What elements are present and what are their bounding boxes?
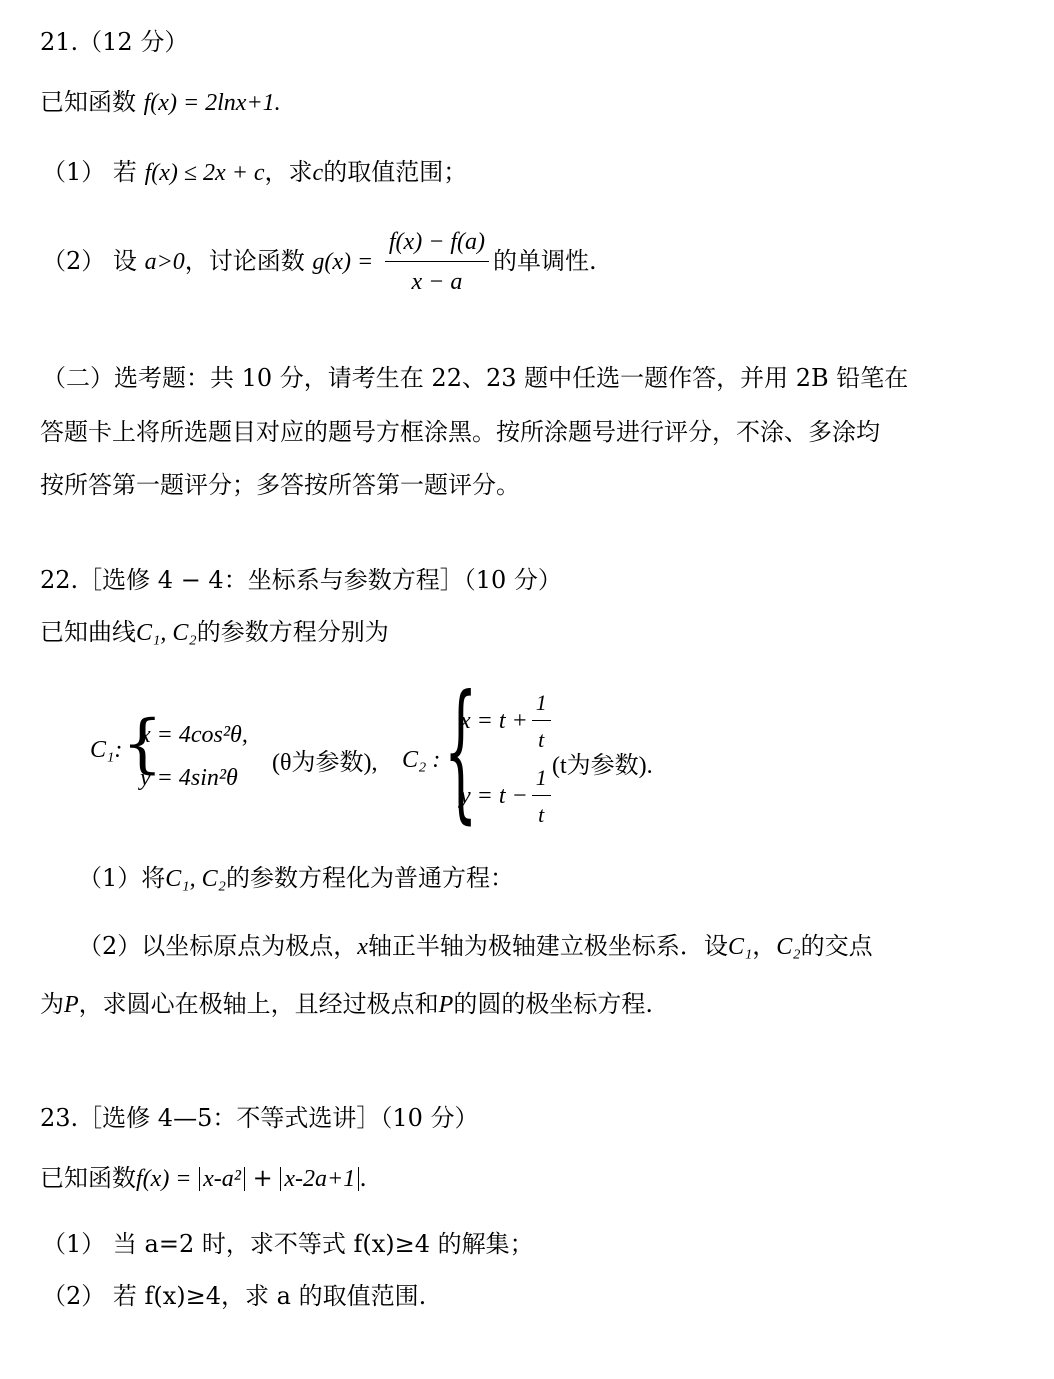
q21-part2 bbox=[42, 228, 597, 297]
q21-stem-text: 已知函数 bbox=[40, 88, 136, 116]
q23-abs1: x-a² bbox=[199, 1167, 245, 1191]
q21-p1-text-a: 若 bbox=[112, 158, 137, 186]
q21-p2-cond: a>0 bbox=[144, 248, 185, 275]
c2-eq1-fraction bbox=[532, 690, 551, 753]
c1-label bbox=[90, 735, 122, 764]
q21-p2-text-c: 的单调性. bbox=[493, 246, 597, 275]
q21-stem bbox=[40, 90, 281, 115]
q23-header: 23.［选修 4—5：不等式选讲］（10 分） bbox=[40, 1104, 479, 1132]
q22-p2-comma: ， bbox=[752, 932, 777, 960]
q22-part2-line1 bbox=[78, 934, 873, 959]
q22-p2-P2: P bbox=[438, 992, 454, 1018]
q21-p2-numerator: f(x) − f(a) bbox=[385, 228, 489, 262]
c2-eq1-text: x = t + bbox=[460, 708, 528, 734]
q21-header: 21.（12 分） bbox=[40, 28, 189, 56]
q22-p2-line2-c: 的圆的极坐标方程. bbox=[453, 990, 653, 1018]
c2-param bbox=[552, 745, 653, 780]
q22-header: 22.［选修 4 − 4：坐标系与参数方程］（10 分） bbox=[40, 566, 562, 594]
section2-line2: 答题卡上将所选题目对应的题号方框涂黑。按所涂题号进行评分，不涂、多涂均 bbox=[40, 418, 880, 446]
c2-eq1-num: 1 bbox=[532, 690, 551, 721]
c2-label-text: C₂ : bbox=[402, 747, 441, 773]
c2-eq2 bbox=[460, 765, 555, 828]
c2-eq2-fraction bbox=[532, 765, 551, 828]
q22-p2-x: x bbox=[357, 934, 368, 960]
c1-param-text: (θ为参数), bbox=[272, 750, 378, 776]
q21-p2-fraction bbox=[385, 228, 489, 297]
q22-part2-line2 bbox=[40, 992, 653, 1017]
q22-p2-text-d: 的交点 bbox=[800, 932, 873, 960]
q23-stem-text: 已知函数 bbox=[40, 1164, 136, 1192]
q21-stem-formula: f(x) = 2lnx+1. bbox=[143, 90, 281, 116]
c2-brace-icon: { bbox=[444, 664, 478, 838]
c2-label bbox=[402, 745, 440, 774]
q22-p2-line2-b: ，求圆心在极轴上，且经过极点和 bbox=[78, 990, 439, 1018]
q21-p2-label: （2） bbox=[42, 246, 106, 275]
q21-p1-text-c: 的取值范围； bbox=[323, 158, 468, 186]
c2-eq2-den: t bbox=[538, 802, 545, 827]
q22-stem-a: 已知曲线 bbox=[40, 618, 136, 646]
q23-part1: （1） 当 a=2 时，求不等式 f(x)≥4 的解集； bbox=[42, 1230, 534, 1258]
c2-eq2-text: y = t − bbox=[460, 783, 528, 809]
q21-p2-text-a: 设 bbox=[112, 246, 137, 275]
q22-p2-c2: C₂ bbox=[776, 934, 801, 960]
q22-p1-text: （1）将 bbox=[78, 864, 166, 892]
c1-label-text: C₁: bbox=[90, 737, 123, 763]
c2-eq2-num: 1 bbox=[532, 765, 551, 796]
c1-eq1: x = 4cos²θ, bbox=[140, 722, 248, 748]
q22-p2-line2-a: 为 bbox=[40, 990, 64, 1018]
q23-part2: （2） 若 f(x)≥4，求 a 的取值范围. bbox=[42, 1282, 427, 1310]
q21-p2-denominator: x − a bbox=[411, 268, 463, 295]
c1-param bbox=[272, 742, 377, 777]
q21-p1-label: （1） bbox=[42, 158, 106, 186]
q23-stem bbox=[40, 1166, 367, 1191]
q23-abs2: x-2a+1 bbox=[280, 1167, 359, 1191]
q22-p2-text-a: （2）以坐标原点为极点， bbox=[78, 932, 358, 960]
q21-p2-lhs: g(x) = bbox=[312, 248, 374, 275]
c1-eq2: y = 4sin²θ bbox=[140, 765, 238, 791]
q22-p1-text-b: 的参数方程化为普通方程： bbox=[225, 864, 514, 892]
q22-part1 bbox=[78, 866, 514, 891]
q22-p2-P: P bbox=[64, 992, 79, 1018]
q21-p2-text-b: ，讨论函数 bbox=[184, 246, 305, 275]
c2-eq1 bbox=[460, 690, 555, 753]
q21-p1-text-b: ，求 bbox=[264, 158, 313, 186]
q23-plus: + bbox=[252, 1164, 273, 1192]
q22-stem-curves: C₁, C₂ bbox=[136, 620, 197, 646]
q22-stem-b: 的参数方程分别为 bbox=[196, 618, 389, 646]
c2-eq1-den: t bbox=[538, 727, 545, 752]
q22-p1-curves: C₁, C₂ bbox=[165, 866, 226, 892]
q23-stem-formula: f(x) = bbox=[136, 1166, 192, 1192]
section2-line3: 按所答第一题评分；多答按所答第一题评分。 bbox=[40, 471, 520, 499]
q22-p2-c1: C₁ bbox=[727, 934, 753, 960]
q22-stem bbox=[40, 620, 389, 645]
c1-brace-icon: { bbox=[122, 707, 163, 781]
q21-p1-formula: f(x) ≤ 2x + c bbox=[144, 160, 265, 186]
q22-p2-text-b: 轴正半轴为极轴建立极坐标系．设 bbox=[367, 932, 728, 960]
c2-param-text: (t为参数). bbox=[552, 753, 653, 779]
section2-line1: （二）选考题：共 10 分，请考生在 22、23 题中任选一题作答，并用 2B 铅笔在 bbox=[42, 364, 909, 392]
q23-stem-end: . bbox=[359, 1164, 367, 1192]
q21-p1-var: c bbox=[312, 160, 324, 186]
q21-part1 bbox=[42, 160, 467, 185]
